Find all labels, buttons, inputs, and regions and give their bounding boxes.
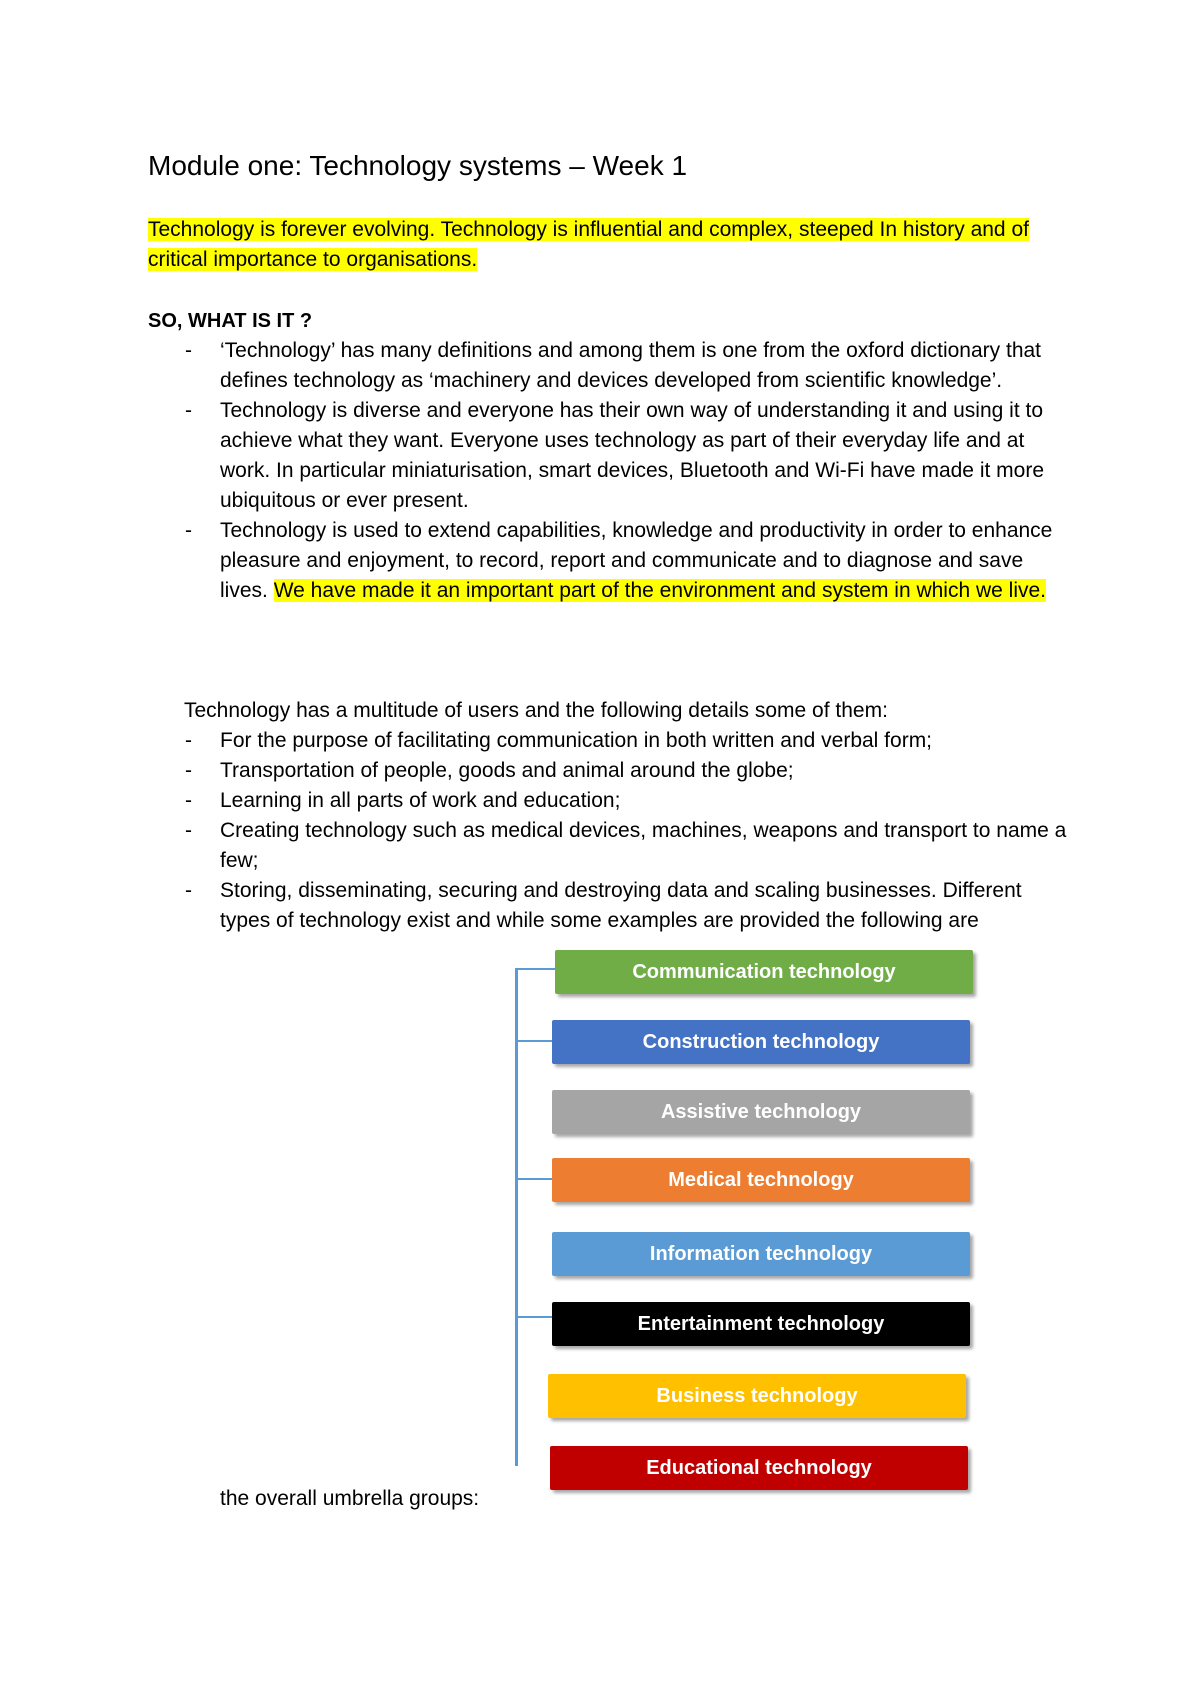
group-label: Communication technology [632,960,896,983]
tree-branch-line [515,968,555,970]
dash-marker: - [185,399,192,422]
tree-branch-line [515,1316,552,1318]
list-item [148,756,1068,786]
group-label: Information technology [649,1242,873,1265]
list-item-text: For the purpose of facilitating communication in both written and verbal form; [220,729,933,752]
list-item-text: ‘Technology’ has many definitions and among them is one from the oxford dictionary that defines technology as ‘machinery and devices developed from scientific knowledge’. [220,339,1042,392]
list-item [148,726,1068,756]
uses-list [148,726,1068,936]
dash-marker: - [185,879,192,902]
group-box-educational [550,1446,968,1490]
tree-trunk-line [515,968,518,1466]
list-item-text: Technology is diverse and everyone has their own way of understanding it and using it to achieve what they want. Everyone uses technology as part of their everyday life and at work. In particular miniaturisation, smart devices, Bluetooth and Wi-Fi have made it more ubiquitous or ever present. [220,399,1044,512]
dash-marker: - [185,519,192,542]
list-item-text: Transportation of people, goods and animal around the globe; [220,759,794,782]
tree-branch-line [515,1178,552,1180]
list-item-text: Technology is used to extend capabilities, knowledge and productivity in order to enhance pleasure and enjoyment, to record, report and communicate and to diagnose and save lives. [220,519,1053,602]
dash-marker: - [185,339,192,362]
uses-intro: Technology has a multitude of users and the following details some of them: [184,699,888,722]
list-item [148,876,1068,936]
group-box-entertainment [552,1302,970,1346]
group-box-medical [552,1158,970,1202]
list-item [148,786,1068,816]
group-label: Business technology [656,1384,858,1407]
page-title: Module one: Technology systems – Week 1 [148,150,688,181]
group-label: Educational technology [646,1456,872,1479]
section-heading: SO, WHAT IS IT ? [148,310,313,332]
group-label: Assistive technology [660,1100,862,1123]
group-label: Construction technology [642,1030,880,1053]
intro-highlight: Technology is forever evolving. Technology is influential and complex, steeped In history and of critical importance to organisations. [148,218,1029,271]
list-item-highlight: We have made it an important part of the environment and system in which we live. [273,579,1047,602]
group-box-communication [555,950,973,994]
dash-marker: - [185,789,192,812]
group-box-assistive [552,1090,970,1134]
definition-list [148,336,1068,606]
list-item [148,396,1068,516]
diagram-caption: the overall umbrella groups: [220,1487,480,1510]
group-label: Medical technology [668,1168,854,1191]
group-box-business [548,1374,966,1418]
tree-branch-line [515,1040,552,1042]
group-box-information [552,1232,970,1276]
dash-marker: - [185,819,192,842]
dash-marker: - [185,729,192,752]
list-item-text: Creating technology such as medical devices, machines, weapons and transport to name a few; [220,819,1067,872]
list-item [148,336,1068,396]
group-label: Entertainment technology [637,1312,885,1335]
list-item [148,816,1068,876]
group-box-construction [552,1020,970,1064]
list-item-text: Learning in all parts of work and education; [220,789,621,812]
intro-paragraph [148,215,1078,275]
list-item [148,516,1068,606]
list-item-text: Storing, disseminating, securing and destroying data and scaling businesses. Different types of technology exist and while some examples are provided the following are [220,879,1022,932]
dash-marker: - [185,759,192,782]
